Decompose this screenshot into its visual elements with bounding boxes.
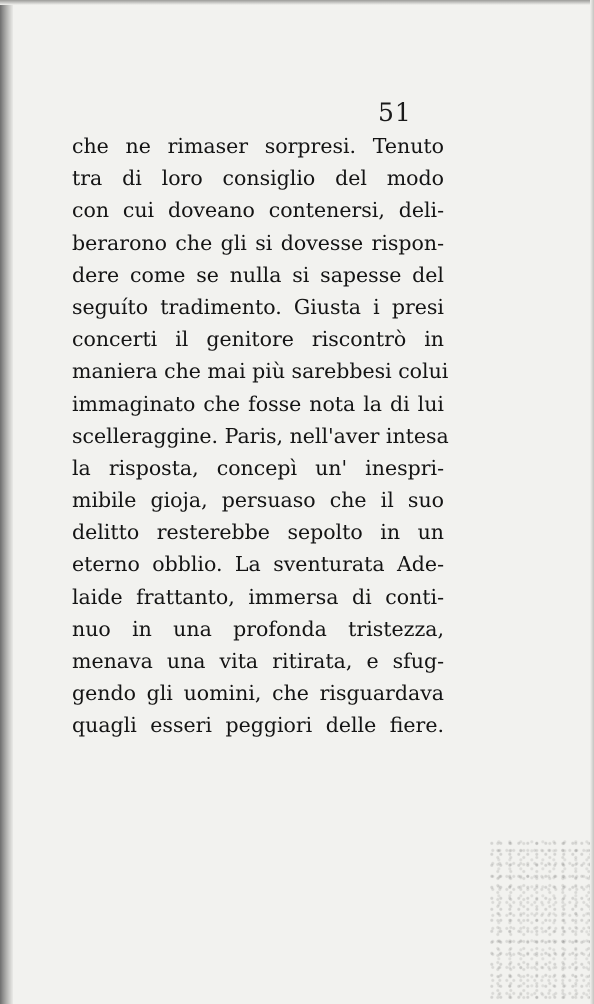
text-line: concerti il genitore riscontrò in	[72, 327, 444, 352]
text-line: berarono che gli si dovesse rispon-	[72, 230, 444, 255]
text-line: scelleraggine. Paris, nell'aver intesa	[72, 423, 449, 448]
text-line: menava una vita ritirata, e sfug-	[72, 649, 444, 673]
text-line: laide frattanto, immersa di conti-	[72, 584, 444, 609]
text-line: dere come se nulla si sapesse del	[72, 262, 444, 287]
text-line: seguíto tradimento. Giusta i presi	[72, 294, 444, 319]
text-line: la risposta, concepì un' inespri-	[72, 455, 444, 480]
text-line: tra di loro consiglio del modo	[72, 166, 444, 191]
text-line: che ne rimaser sorpresi. Tenuto	[72, 134, 444, 158]
text-line: immaginato che fosse nota la di lui	[72, 391, 444, 416]
text-line: con cui doveano contenersi, deli-	[72, 198, 444, 223]
page-number: 51	[378, 98, 412, 127]
paper-speckle	[490, 840, 590, 1000]
page-right-edge	[590, 0, 594, 1004]
text-line: gendo gli uomini, che risguardava	[72, 681, 444, 706]
text-line: quagli esseri peggiori delle fiere.	[72, 713, 444, 738]
text-line: maniera che mai più sarebbesi colui	[72, 359, 449, 384]
text-line: eterno obblio. La sventurata Ade-	[72, 552, 444, 577]
text-line: nuo in una profonda tristezza,	[72, 616, 444, 641]
text-line: mibile gioja, persuaso che il suo	[72, 488, 444, 513]
page-top-edge-shadow	[0, 0, 594, 5]
page-left-edge-shadow	[0, 0, 13, 1004]
text-line: delitto resterebbe sepolto in un	[72, 520, 444, 545]
body-text	[72, 130, 449, 742]
